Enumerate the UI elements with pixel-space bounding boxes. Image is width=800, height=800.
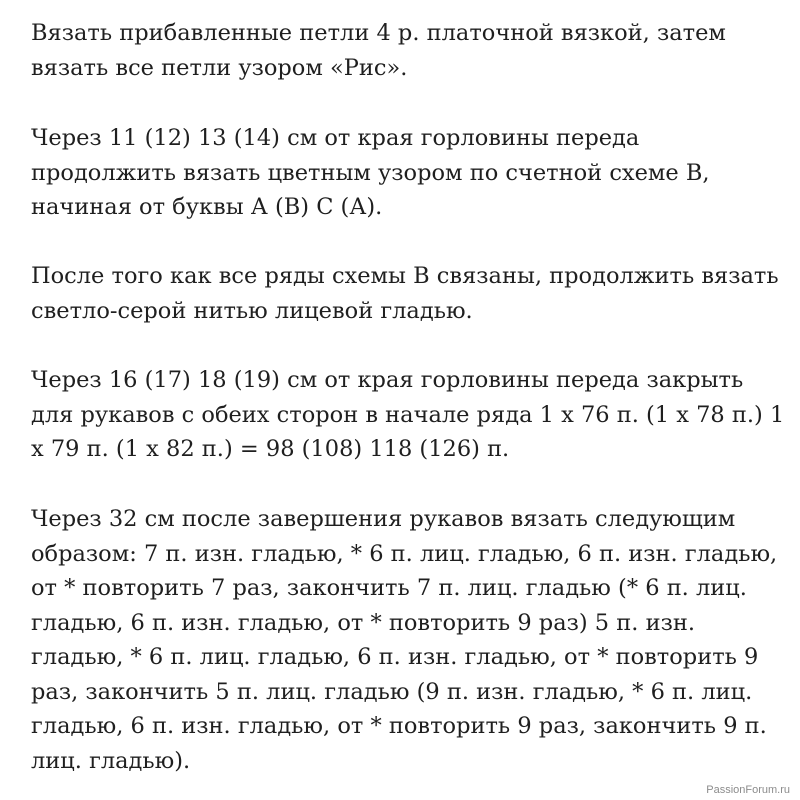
text-line: лиц. гладью). bbox=[31, 747, 191, 774]
watermark: PassionForum.ru bbox=[706, 784, 790, 796]
paragraph-rib-pattern bbox=[31, 502, 777, 778]
text-line: х 79 п. (1 х 82 п.) = 98 (108) 118 (126) п. bbox=[31, 436, 510, 462]
text-line: Через 32 см после завершения рукавов вязать следующим bbox=[31, 506, 736, 532]
text-line: вязать все петли узором «Рис». bbox=[31, 54, 408, 81]
text-line: образом: 7 п. изн. гладью, * 6 п. лиц. гладью, 6 п. изн. гладью, bbox=[31, 540, 778, 567]
paragraph-stockinette-grey bbox=[31, 259, 779, 328]
text-line: гладью, * 6 п. лиц. гладью, 6 п. изн. гладью, от * повторить 9 bbox=[31, 644, 759, 670]
text-line: гладью, 6 п. изн. гладью, от * повторить 9 раз, закончить 9 п. bbox=[31, 713, 767, 739]
text-line: раз, закончить 5 п. лиц. гладью (9 п. изн. гладью, * 6 п. лиц. bbox=[31, 678, 753, 705]
text-line: от * повторить 7 раз, закончить 7 п. лиц. гладью (* 6 п. лиц. bbox=[31, 575, 747, 601]
text-line: Через 11 (12) 13 (14) см от края горловины переда bbox=[31, 125, 640, 151]
text-line: начиная от буквы А (В) С (А). bbox=[31, 194, 383, 220]
text-line: Через 16 (17) 18 (19) см от края горловины переда закрыть bbox=[31, 367, 744, 393]
paragraph-garter-stitch-rice bbox=[31, 16, 726, 85]
text-line: гладью, 6 п. изн. гладью, от * повторить 9 раз) 5 п. изн. bbox=[31, 609, 695, 636]
text-line: После того как все ряды схемы В связаны, продолжить вязать bbox=[31, 263, 779, 289]
text-line: Вязать прибавленные петли 4 р. платочной вязкой, затем bbox=[31, 20, 726, 46]
paragraph-color-pattern-start bbox=[31, 121, 710, 225]
text-line: для рукавов с обеих сторон в начале ряда 1 х 76 п. (1 х 78 п.) 1 bbox=[31, 401, 785, 428]
text-line: продолжить вязать цветным узором по счетной схеме В, bbox=[31, 159, 710, 186]
text-line: светло-серой нитью лицевой гладью. bbox=[31, 297, 473, 324]
paragraph-sleeve-cast-on bbox=[31, 363, 784, 467]
